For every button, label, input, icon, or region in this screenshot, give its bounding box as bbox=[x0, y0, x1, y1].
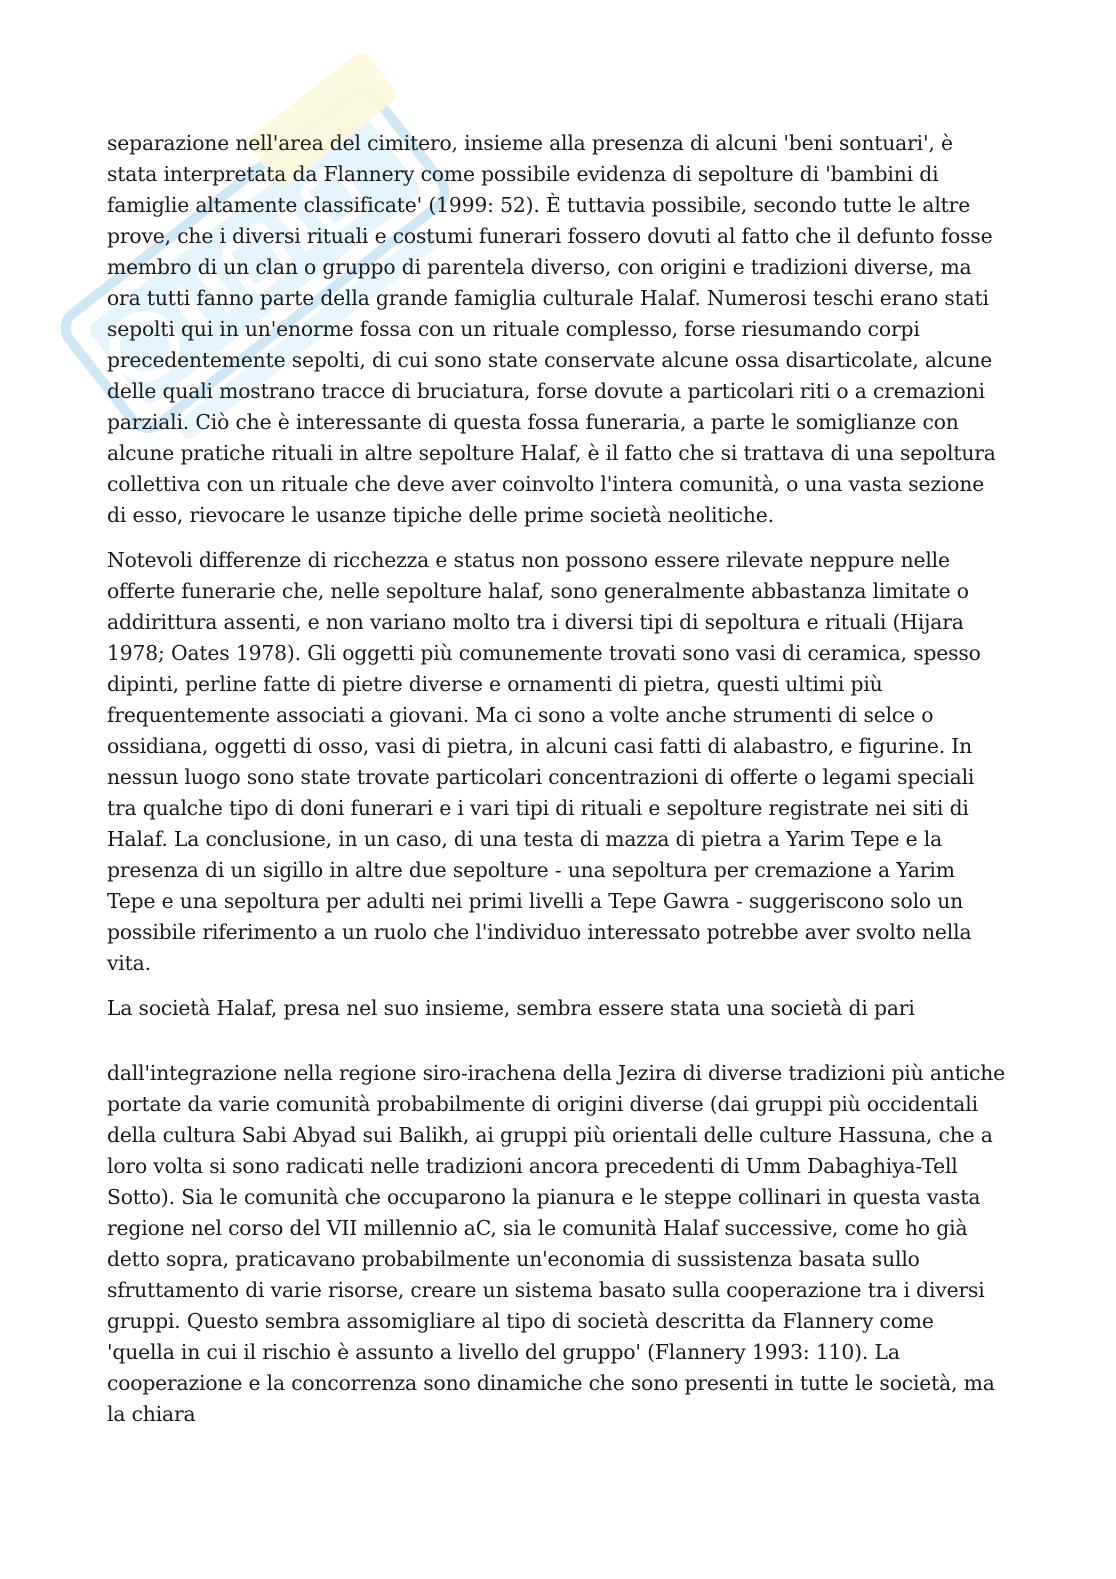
paragraph-3: La società Halaf, presa nel suo insieme, sembra essere stata una società di pari bbox=[107, 996, 915, 1020]
paragraph-1: separazione nell'area del cimitero, insieme alla presenza di alcuni 'beni sontuari', è stata interpretata da Flannery come possibile evidenza di sepolture di 'bambini di famiglie altamente classificate' (1999: 52). È tuttavia possibile, secondo tutte le altre prove, che i diversi rituali e costumi funerari fossero dovuti al fatto che il defunto fosse membro di un clan o gruppo di parentela diverso, con origini e tradizioni diverse, ma ora tutti fanno parte della grande famiglia culturale Halaf. Numerosi teschi erano stati sepolti qui in un'enorme fossa con un rituale complesso, forse riesumando corpi precedentemente sepolti, di cui sono state conservate alcune ossa disarticolate, alcune delle quali mostrano tracce di bruciatura, forse dovute a particolari riti o a cremazioni parziali. Ciò che è interessante di questa fossa funeraria, a parte le somiglianze con alcune pratiche rituali in altre sepolture Halaf, è il fatto che si trattava di una sepoltura collettiva con un rituale che deve aver coinvolto l'intera comunità, o una vasta sezione di esso, rievocare le usanze tipiche delle prime società neolitiche. bbox=[107, 131, 996, 527]
paragraph-2: Notevoli differenze di ricchezza e status non possono essere rilevate neppure nelle offerte funerarie che, nelle sepolture halaf, sono generalmente abbastanza limitate o addirittura assenti, e non variano molto tra i diversi tipi di sepoltura e rituali (Hijara 1978; Oates 1978). Gli oggetti più comunemente trovati sono vasi di ceramica, spesso dipinti, perline fatte di pietre diverse e ornamenti di pietra, questi ultimi più frequentemente associati a giovani. Ma ci sono a volte anche strumenti di selce o ossidiana, oggetti di osso, vasi di pietra, in alcuni casi fatti di alabastro, e figurine. In nessun luogo sono state trovate particolari concentrazioni di offerte o legami speciali tra qualche tipo di doni funerari e i vari tipi di rituali e sepolture registrate nei siti di Halaf. La conclusione, in un caso, di una testa di mazza di pietra a Yarim Tepe e la presenza di un sigillo in altre due sepolture - una sepoltura per cremazione a Yarim Tepe e una sepoltura per adulti nei primi livelli a Tepe Gawra - suggeriscono solo un possibile riferimento a un ruolo che l'individuo interessato potrebbe aver svolto nella vita. bbox=[107, 548, 981, 975]
paragraph-4: dall'integrazione nella regione siro-irachena della Jezira di diverse tradizioni più antiche portate da varie comunità probabilmente di origini diverse (dai gruppi più occidentali della cultura Sabi Abyad sui Balikh, ai gruppi più orientali delle culture Hassuna, che a loro volta si sono radicati nelle tradizioni ancora precedenti di Umm Dabaghiya-Tell Sotto). Sia le comunità che occuparono la pianura e le steppe collinari in questa vasta regione nel corso del VII millennio aC, sia le comunità Halaf successive, come ho già detto sopra, praticavano probabilmente un'economia di sussistenza basata sullo sfruttamento di varie risorse, creare un sistema basato sulla cooperazione tra i diversi gruppi. Questo sembra assomigliare al tipo di società descritta da Flannery come 'quella in cui il rischio è assunto a livello del gruppo' (Flannery 1993: 110). La cooperazione e la concorrenza sono dinamiche che sono presenti in tutte le società, ma la chiara bbox=[107, 1061, 1006, 1426]
document-body bbox=[107, 128, 1007, 1444]
